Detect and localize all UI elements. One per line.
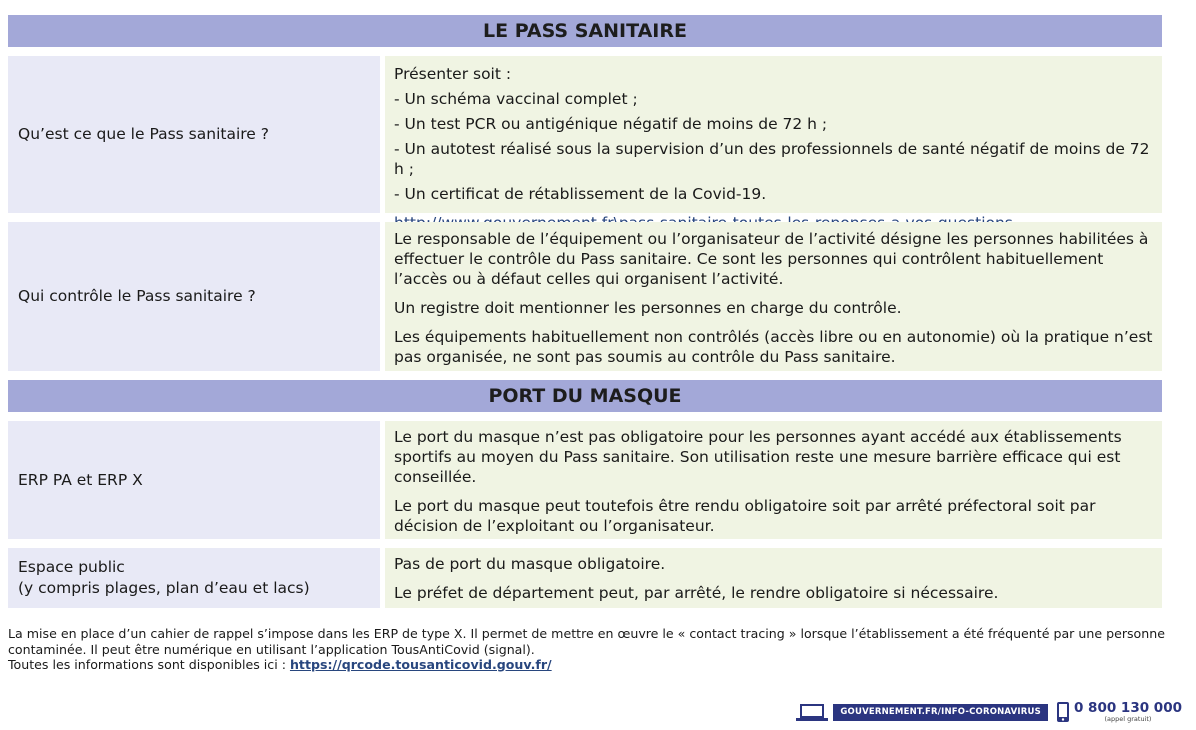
answer-paragraph: Les équipements habituellement non contrôlés (accès libre ou en autonomie) où la pratique n’est pas organisée, ne sont pas soumis au contrôle du Pass sanitaire. <box>394 328 1153 366</box>
answer-cell <box>385 421 1162 539</box>
pass-row-control <box>8 222 1162 371</box>
footnote-info <box>8 657 1178 673</box>
answer-cell <box>385 222 1162 371</box>
answer-line: - Un schéma vaccinal complet ; <box>394 90 638 108</box>
footnote-text: La mise en place d’un cahier de rappel s’impose dans les ERP de type X. Il permet de mettre en œuvre le « contact tracing » lorsque l’établissement a été fréquenté par une personne contaminée. Il peut être numérique en utilisant l’application TousAntiCovid (signal). <box>8 626 1165 657</box>
answer-cell <box>385 56 1162 213</box>
phone-icon <box>1056 702 1070 722</box>
answer-cell <box>385 548 1162 608</box>
answer-paragraph: Le port du masque n’est pas obligatoire pour les personnes ayant accédé aux établissements sportifs au moyen du Pass sanitaire. Son utilisation reste une mesure barrière efficace qui est conseillée. <box>394 428 1122 486</box>
question-cell <box>8 548 380 608</box>
question-cell: Qui contrôle le Pass sanitaire ? <box>8 222 380 371</box>
footer <box>795 700 1182 724</box>
answer-line: - Un test PCR ou antigénique négatif de moins de 72 h ; <box>394 115 828 133</box>
question-line: Espace public <box>18 558 125 576</box>
laptop-icon <box>795 702 829 722</box>
answer-line: - Un autotest réalisé sous la supervision d’un des professionnels de santé négatif de moins de 72 h ; <box>394 140 1150 178</box>
section-title-pass-sanitaire: LE PASS SANITAIRE <box>8 15 1162 47</box>
info-coronavirus-badge[interactable]: GOUVERNEMENT.FR/INFO-CORONAVIRUS <box>833 704 1048 721</box>
question-line: (y compris plages, plan d’eau et lacs) <box>18 579 310 597</box>
phone-note: (appel gratuit) <box>1104 715 1152 723</box>
answer-line: - Un certificat de rétablissement de la Covid-19. <box>394 185 767 203</box>
footnote-info-prefix: Toutes les informations sont disponibles ici : <box>8 657 290 672</box>
mask-row-erp <box>8 421 1162 539</box>
question-cell: ERP PA et ERP X <box>8 421 380 539</box>
answer-line: Présenter soit : <box>394 65 512 83</box>
question-cell: Qu’est ce que le Pass sanitaire ? <box>8 56 380 213</box>
answer-paragraph: Le préfet de département peut, par arrêté, le rendre obligatoire si nécessaire. <box>394 584 999 602</box>
answer-paragraph: Pas de port du masque obligatoire. <box>394 555 666 573</box>
section-title-port-du-masque: PORT DU MASQUE <box>8 380 1162 412</box>
answer-paragraph: Un registre doit mentionner les personnes en charge du contrôle. <box>394 299 902 317</box>
answer-paragraph: Le port du masque peut toutefois être rendu obligatoire soit par arrêté préfectoral soit par décision de l’exploitant ou l’organisateur. <box>394 497 1096 535</box>
tousanticovid-link[interactable]: https://qrcode.tousanticovid.gouv.fr/ <box>289 657 552 672</box>
answer-paragraph: Le responsable de l’équipement ou l’organisateur de l’activité désigne les personnes habilitées à effectuer le contrôle du Pass sanitaire. Ce sont les personnes qui contrôlent habituellement l’accès ou à défaut celles qui organisent l’activité. <box>394 230 1149 288</box>
phone-number: 0 800 130 000 <box>1073 699 1182 716</box>
phone-block <box>1073 699 1182 723</box>
footnote <box>8 626 1178 673</box>
mask-row-espace-public <box>8 548 1162 608</box>
pass-row-definition <box>8 56 1162 213</box>
